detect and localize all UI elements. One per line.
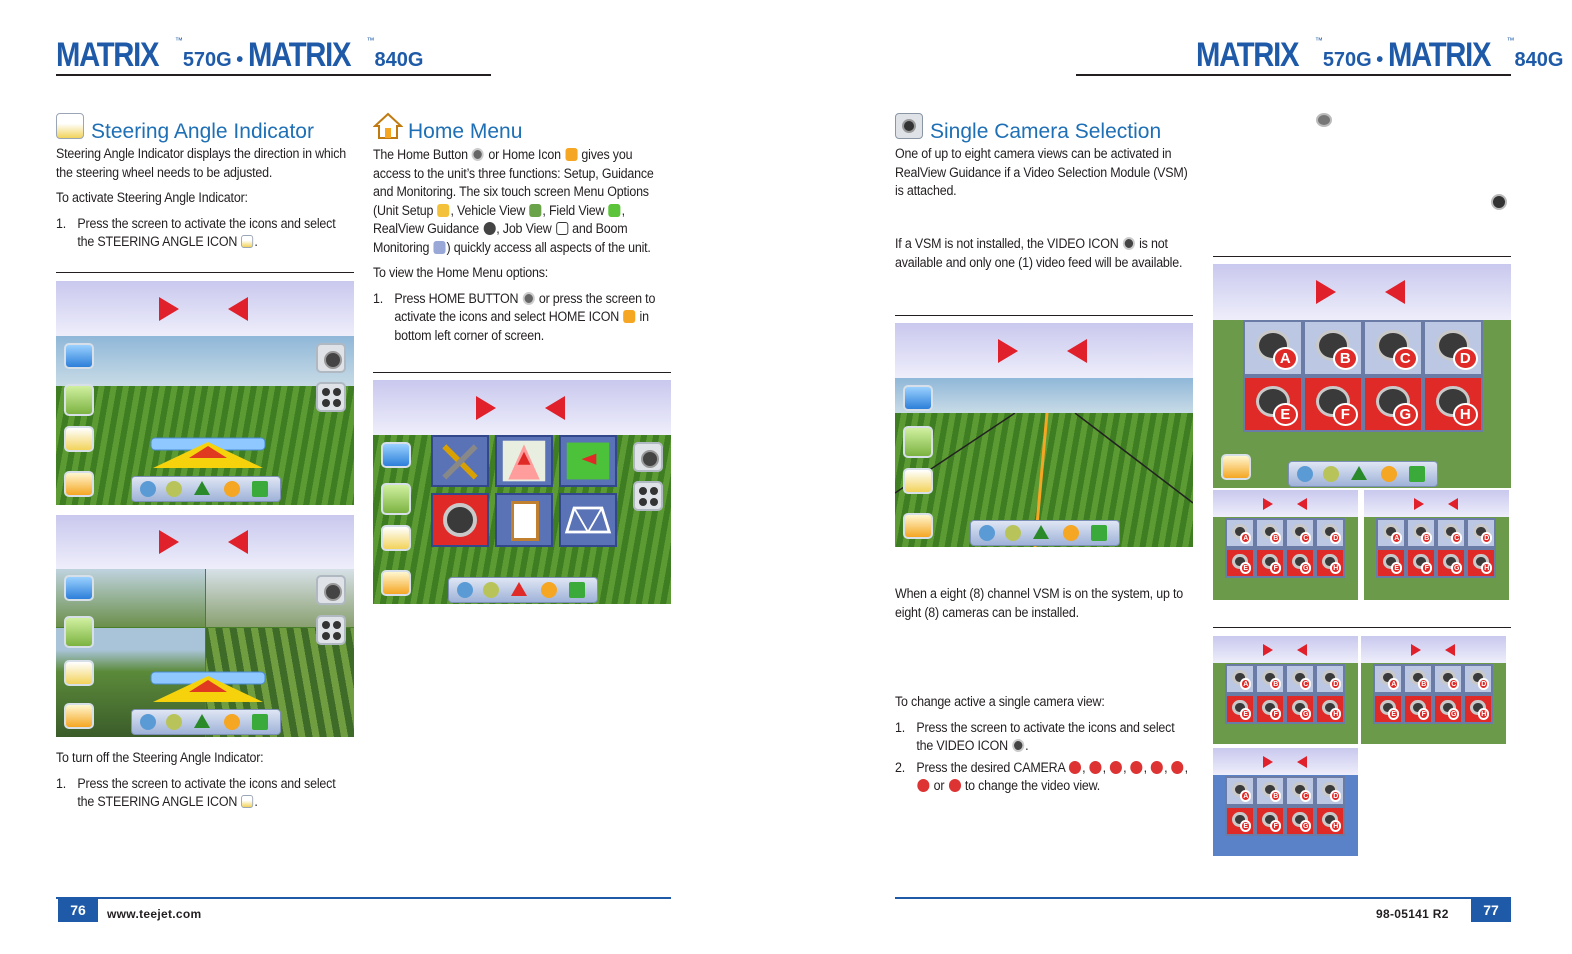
camera-d-tile[interactable] bbox=[1315, 776, 1345, 806]
guidance-icon[interactable] bbox=[64, 384, 94, 416]
step-text: Press the screen to activate the icons and select the VIDEO ICON bbox=[916, 719, 1175, 753]
screen-title-bar bbox=[373, 380, 671, 435]
quad-view-icon[interactable] bbox=[316, 382, 346, 412]
camera-letter: C bbox=[1393, 347, 1418, 370]
brand-header-right bbox=[1196, 36, 1563, 72]
guidance-icon[interactable] bbox=[903, 426, 933, 458]
camera-h-tile[interactable] bbox=[1315, 694, 1345, 724]
arrow-left-icon bbox=[1445, 644, 1455, 656]
camera-g-tile[interactable] bbox=[1436, 548, 1466, 578]
home-menu-title: Home Menu bbox=[408, 120, 523, 143]
camera-letter: A bbox=[1240, 790, 1251, 801]
camera-letter: C bbox=[1300, 678, 1311, 689]
vehicle-view-icon bbox=[529, 204, 541, 217]
footer-rule bbox=[56, 897, 671, 899]
job-view-tile[interactable] bbox=[495, 493, 553, 547]
trademark: ™ bbox=[1314, 36, 1323, 45]
camera-letter: G bbox=[1300, 820, 1311, 831]
text-run: or Home Icon bbox=[488, 147, 561, 162]
vehicle-view-tile[interactable] bbox=[495, 435, 553, 487]
camera-letter: E bbox=[1391, 562, 1402, 573]
realview-guidance-icon bbox=[483, 222, 495, 235]
home-view-lead: To view the Home Menu options: bbox=[373, 265, 549, 280]
camera-b-tile[interactable] bbox=[1255, 664, 1285, 694]
steering-angle-body bbox=[56, 145, 354, 252]
camera-intro-body bbox=[895, 145, 1193, 201]
camera-e-tile[interactable] bbox=[1225, 806, 1255, 836]
screen-title-bar bbox=[1364, 490, 1509, 517]
camera-h-tile[interactable] bbox=[1466, 548, 1496, 578]
steering-angle-title: Steering Angle Indicator bbox=[91, 120, 314, 143]
brand-separator: • bbox=[236, 49, 244, 71]
trademark: ™ bbox=[366, 36, 375, 45]
camera-letter: F bbox=[1421, 562, 1432, 573]
page-number: 77 bbox=[1471, 898, 1511, 922]
steering-intro: Steering Angle Indicator displays the direction in which the steering wheel needs to be adjusted. bbox=[56, 146, 347, 180]
camera-g-tile[interactable] bbox=[1433, 694, 1463, 724]
camera-letter: E bbox=[1240, 708, 1251, 719]
home-button-icon bbox=[472, 148, 484, 161]
camera-letter: C bbox=[1300, 790, 1311, 801]
camera-letter: C bbox=[1300, 532, 1311, 543]
arrow-right-icon bbox=[159, 297, 179, 321]
home-icon[interactable] bbox=[381, 570, 411, 596]
camera-f-icon bbox=[1172, 761, 1184, 774]
bottom-toolbar[interactable] bbox=[131, 709, 281, 735]
steering-angle-bar bbox=[149, 670, 267, 704]
camera-h-tile[interactable] bbox=[1423, 376, 1483, 432]
realview-guidance-tile[interactable] bbox=[431, 493, 489, 547]
camera-letter: D bbox=[1478, 678, 1489, 689]
camera-letter: G bbox=[1300, 562, 1311, 573]
camera-letter: E bbox=[1240, 562, 1251, 573]
camera-letter: G bbox=[1300, 708, 1311, 719]
screen-title-bar bbox=[56, 281, 354, 336]
trademark: ™ bbox=[1506, 36, 1515, 45]
camera-letter: C bbox=[1448, 678, 1459, 689]
camera-grid-screen bbox=[1213, 264, 1511, 488]
divider bbox=[56, 272, 354, 273]
camera-h-tile[interactable] bbox=[1315, 548, 1345, 578]
text-run: or bbox=[933, 778, 945, 793]
brand-model: 570G bbox=[182, 49, 232, 71]
text-run: or press the screen to activate the icons and select HOME ICON bbox=[394, 290, 656, 324]
bottom-toolbar[interactable] bbox=[448, 577, 598, 603]
unit-setup-icon bbox=[437, 204, 449, 217]
camera-letter: G bbox=[1393, 403, 1418, 426]
camera-d-tile[interactable] bbox=[1463, 664, 1493, 694]
arrow-right-icon bbox=[476, 396, 496, 420]
camera-a-icon bbox=[1069, 761, 1081, 774]
camera-letter: G bbox=[1451, 562, 1462, 573]
arrow-left-icon bbox=[1067, 339, 1087, 363]
camera-letter: E bbox=[1388, 708, 1399, 719]
video-icon bbox=[1012, 739, 1024, 752]
arrow-left-icon bbox=[228, 297, 248, 321]
steering-activate-lead: To activate Steering Angle Indicator: bbox=[56, 190, 248, 205]
steering-angle-bar bbox=[149, 436, 267, 470]
camera-screen-small-3 bbox=[1213, 636, 1358, 744]
camera-change-body bbox=[895, 693, 1193, 796]
camera-letter: H bbox=[1481, 562, 1492, 573]
step-number: 2. bbox=[895, 759, 906, 775]
camera-letter: H bbox=[1453, 403, 1478, 426]
camera-d-icon bbox=[1131, 761, 1143, 774]
camera-a-tile[interactable] bbox=[1373, 664, 1403, 694]
header-rule bbox=[56, 74, 491, 76]
camera-f-tile[interactable] bbox=[1255, 694, 1285, 724]
home-icon[interactable] bbox=[64, 471, 94, 497]
home-icon bbox=[373, 112, 403, 140]
screen-title-bar bbox=[56, 515, 354, 569]
camera-screen-small-2 bbox=[1364, 490, 1509, 600]
text-run: ) quickly access all aspects of the unit. bbox=[446, 239, 651, 255]
step-number: 1. bbox=[373, 290, 384, 306]
bottom-toolbar[interactable] bbox=[1288, 461, 1438, 487]
camera-letter: A bbox=[1240, 678, 1251, 689]
blue-menu-icon[interactable] bbox=[903, 385, 933, 411]
camera-letter: D bbox=[1481, 532, 1492, 543]
camera-step-2: 2. Press the desired CAMERA , , , , , , or to change the video view. bbox=[895, 759, 1188, 793]
camera-letter: B bbox=[1418, 678, 1429, 689]
video-icon[interactable] bbox=[316, 575, 346, 605]
single-camera-title: Single Camera Selection bbox=[930, 120, 1162, 143]
arrow-right-icon bbox=[1263, 498, 1273, 510]
unit-setup-tile[interactable] bbox=[431, 435, 489, 487]
text-run: Press the desired CAMERA bbox=[916, 759, 1065, 775]
camera-novsm-body bbox=[895, 235, 1193, 272]
camera-letter: B bbox=[1270, 678, 1281, 689]
home-icon[interactable] bbox=[903, 513, 933, 539]
camera-step-1: 1. Press the screen to activate the icons and select the VIDEO ICON . bbox=[895, 719, 1175, 753]
camera-a-tile[interactable] bbox=[1225, 664, 1255, 694]
camera-letter: H bbox=[1478, 708, 1489, 719]
camera-letter: A bbox=[1388, 678, 1399, 689]
camera-a-tile[interactable] bbox=[1225, 776, 1255, 806]
camera-h-tile[interactable] bbox=[1315, 806, 1345, 836]
camera-letter: F bbox=[1270, 820, 1281, 831]
text-run: , Field View bbox=[542, 202, 605, 218]
camera-f-tile[interactable] bbox=[1406, 548, 1436, 578]
screen-title-bar bbox=[895, 323, 1193, 378]
brand-name: MATRIX bbox=[56, 36, 159, 74]
camera-screen-small-4 bbox=[1361, 636, 1506, 744]
camera-g-tile[interactable] bbox=[1363, 376, 1423, 432]
camera-c-tile[interactable] bbox=[1363, 320, 1423, 376]
camera-eight-body bbox=[895, 585, 1193, 622]
camera-letter: F bbox=[1333, 403, 1358, 426]
camera-e-tile[interactable] bbox=[1376, 548, 1406, 578]
camera-e-tile[interactable] bbox=[1243, 376, 1303, 432]
bottom-toolbar[interactable] bbox=[131, 476, 281, 502]
steering-angle-icon bbox=[241, 235, 253, 248]
brand-name: MATRIX bbox=[247, 36, 350, 74]
steering-turnoff-lead: To turn off the Steering Angle Indicator: bbox=[56, 750, 264, 765]
arrow-left-icon bbox=[1297, 644, 1307, 656]
divider bbox=[895, 315, 1193, 316]
camera-f-tile[interactable] bbox=[1303, 376, 1363, 432]
divider bbox=[1213, 256, 1511, 257]
guidance-icon[interactable] bbox=[64, 616, 94, 648]
steering-turnoff-step: 1. Press the screen to activate the icons and select the STEERING ANGLE ICON . bbox=[56, 775, 336, 809]
camera-letter: B bbox=[1333, 347, 1358, 370]
brand-header-left bbox=[56, 36, 423, 72]
brand-model: 570G bbox=[1322, 49, 1372, 71]
brand-name: MATRIX bbox=[1196, 36, 1299, 74]
footer-url[interactable]: www.teejet.com bbox=[107, 907, 202, 921]
camera-letter: A bbox=[1240, 532, 1251, 543]
screen-title-bar bbox=[1213, 748, 1358, 775]
arrow-left-icon bbox=[228, 530, 248, 554]
step-text: Press the screen to activate the icons and select the STEERING ANGLE ICON bbox=[77, 775, 336, 809]
home-menu-body bbox=[373, 146, 671, 345]
camera-f-tile[interactable] bbox=[1255, 548, 1285, 578]
camera-letter: F bbox=[1270, 562, 1281, 573]
camera-letter: E bbox=[1273, 403, 1298, 426]
camera-change-lead: To change active a single camera view: bbox=[895, 694, 1105, 709]
text-run: Press HOME BUTTON bbox=[394, 290, 519, 306]
camera-c-tile[interactable] bbox=[1285, 664, 1315, 694]
guidance-icon[interactable] bbox=[381, 483, 411, 515]
camera-f-tile[interactable] bbox=[1255, 806, 1285, 836]
home-icon bbox=[565, 148, 577, 161]
camera-b-tile[interactable] bbox=[1403, 664, 1433, 694]
blue-menu-icon[interactable] bbox=[64, 575, 94, 601]
step-number: 1. bbox=[895, 719, 906, 735]
camera-f-tile[interactable] bbox=[1403, 694, 1433, 724]
camera-letter: C bbox=[1451, 532, 1462, 543]
arrow-left-icon bbox=[1297, 756, 1307, 768]
arrow-right-icon bbox=[998, 339, 1018, 363]
steering-turnoff-body bbox=[56, 749, 354, 812]
field-view-icon bbox=[609, 204, 621, 217]
camera-b-tile[interactable] bbox=[1255, 776, 1285, 806]
video-icon[interactable] bbox=[633, 442, 663, 472]
text-run: in bottom left corner of screen. bbox=[394, 309, 649, 343]
home-intro bbox=[373, 146, 671, 257]
camera-letter: H bbox=[1330, 708, 1341, 719]
text-run: gives you access to the unit’s three functions: Setup, Guidance and Monitoring. The six touch screen Menu Options (Unit Setup bbox=[373, 147, 654, 218]
camera-g-tile[interactable] bbox=[1285, 694, 1315, 724]
steering-screen-2 bbox=[56, 515, 354, 737]
video-icon bbox=[1123, 237, 1135, 250]
camera-e-icon bbox=[1151, 761, 1163, 774]
camera-letter: E bbox=[1240, 820, 1251, 831]
camera-letter: G bbox=[1448, 708, 1459, 719]
video-icon bbox=[895, 113, 923, 139]
camera-e-tile[interactable] bbox=[1225, 694, 1255, 724]
header-rule bbox=[1076, 74, 1511, 76]
camera-intro: One of up to eight camera views can be activated in RealView Guidance if a Video Selection Module (VSM) is attached. bbox=[895, 146, 1188, 198]
steering-angle-icon[interactable] bbox=[64, 660, 94, 686]
home-icon[interactable] bbox=[1221, 454, 1251, 480]
home-icon[interactable] bbox=[64, 703, 94, 729]
text-run: is not available and only one (1) video feed will be available. bbox=[895, 236, 1183, 270]
camera-d-tile[interactable] bbox=[1466, 518, 1496, 548]
arrow-right-icon bbox=[1411, 644, 1421, 656]
footer-rule bbox=[895, 897, 1511, 899]
page-number: 76 bbox=[58, 898, 98, 922]
text-run: If a VSM is not installed, the VIDEO ICON bbox=[895, 236, 1119, 251]
text-run: , Job View bbox=[496, 221, 552, 236]
camera-b-icon bbox=[1090, 761, 1102, 774]
home-menu-screen bbox=[373, 380, 671, 604]
arrow-right-icon bbox=[1414, 498, 1424, 510]
camera-d-tile[interactable] bbox=[1423, 320, 1483, 376]
camera-a-tile[interactable] bbox=[1225, 518, 1255, 548]
arrow-left-icon bbox=[1448, 498, 1458, 510]
camera-letter: A bbox=[1391, 532, 1402, 543]
camera-screen-small-1 bbox=[1213, 490, 1358, 600]
divider bbox=[373, 372, 671, 373]
camera-letter: B bbox=[1270, 790, 1281, 801]
text-run: and Boom Monitoring bbox=[373, 221, 628, 255]
camera-letter: B bbox=[1270, 532, 1281, 543]
steering-step: 1. Press the screen to activate the icons and select the STEERING ANGLE ICON . bbox=[56, 215, 336, 249]
boom-monitoring-tile[interactable] bbox=[559, 493, 617, 547]
screen-title-bar bbox=[1213, 264, 1511, 320]
step-number: 1. bbox=[56, 215, 67, 231]
text-run: to change the video view. bbox=[964, 778, 1101, 793]
arrow-right-icon bbox=[1263, 644, 1273, 656]
camera-g-tile[interactable] bbox=[1285, 806, 1315, 836]
sky bbox=[895, 378, 1193, 413]
camera-screen-small-5 bbox=[1213, 748, 1358, 856]
camera-letter: F bbox=[1270, 708, 1281, 719]
camera-h-tile[interactable] bbox=[1463, 694, 1493, 724]
camera-b-tile[interactable] bbox=[1255, 518, 1285, 548]
video-icon[interactable] bbox=[316, 343, 346, 373]
steering-angle-icon[interactable] bbox=[903, 468, 933, 494]
screen-title-bar bbox=[1361, 636, 1506, 663]
bottom-toolbar[interactable] bbox=[970, 520, 1120, 546]
camera-e-tile[interactable] bbox=[1225, 548, 1255, 578]
steering-angle-icon bbox=[56, 113, 84, 139]
camera-g-icon bbox=[917, 779, 929, 792]
home-button-icon bbox=[523, 292, 535, 305]
camera-g-tile[interactable] bbox=[1285, 548, 1315, 578]
arrow-left-icon bbox=[545, 396, 565, 420]
camera-c-icon bbox=[1110, 761, 1122, 774]
camera-letter: H bbox=[1330, 562, 1341, 573]
field-view-tile[interactable] bbox=[559, 435, 617, 487]
camera-c-tile[interactable] bbox=[1285, 518, 1315, 548]
step-number: 1. bbox=[56, 775, 67, 791]
steering-angle-icon[interactable] bbox=[64, 426, 94, 452]
screen-title-bar bbox=[1213, 490, 1358, 517]
quad-view-icon[interactable] bbox=[316, 615, 346, 645]
camera-c-tile[interactable] bbox=[1285, 776, 1315, 806]
home-step bbox=[373, 290, 671, 346]
divider bbox=[1213, 627, 1511, 628]
blue-menu-icon[interactable] bbox=[381, 442, 411, 468]
trademark: ™ bbox=[174, 36, 183, 45]
arrow-left-icon bbox=[1385, 280, 1405, 304]
brand-model: 840G bbox=[374, 49, 424, 71]
camera-eight: When a eight (8) channel VSM is on the system, up to eight (8) cameras can be installed. bbox=[895, 586, 1183, 620]
camera-h-icon bbox=[949, 779, 961, 792]
sky bbox=[56, 336, 354, 386]
camera-novsm bbox=[895, 235, 1193, 272]
arrow-right-icon bbox=[159, 530, 179, 554]
home-icon bbox=[623, 310, 635, 323]
camera-letter: A bbox=[1273, 347, 1298, 370]
camera-letter: F bbox=[1418, 708, 1429, 719]
footer-doc-number: 98-05141 R2 bbox=[1376, 907, 1449, 921]
brand-name: MATRIX bbox=[1387, 36, 1490, 74]
camera-a-tile[interactable] bbox=[1376, 518, 1406, 548]
video-icon bbox=[1491, 194, 1507, 210]
camera-letter: D bbox=[1453, 347, 1478, 370]
blue-menu-icon[interactable] bbox=[64, 343, 94, 369]
camera-c-tile[interactable] bbox=[1433, 664, 1463, 694]
camera-c-tile[interactable] bbox=[1436, 518, 1466, 548]
camera-letter: B bbox=[1421, 532, 1432, 543]
arrow-left-icon bbox=[1297, 498, 1307, 510]
camera-d-tile[interactable] bbox=[1315, 518, 1345, 548]
quad-view-icon[interactable] bbox=[633, 481, 663, 511]
camera-letter: D bbox=[1330, 790, 1341, 801]
realview-screen bbox=[895, 323, 1193, 547]
brand-separator: • bbox=[1376, 49, 1384, 71]
boom-monitoring-icon bbox=[434, 241, 446, 254]
text-run: , Vehicle View bbox=[450, 202, 526, 218]
step-text: Press the screen to activate the icons and select the STEERING ANGLE ICON bbox=[77, 215, 336, 249]
camera-letter: D bbox=[1330, 532, 1341, 543]
job-view-icon bbox=[556, 222, 568, 235]
camera-a-icon bbox=[1316, 113, 1332, 127]
text-run: , RealView Guidance bbox=[373, 202, 625, 236]
steering-screen-1 bbox=[56, 281, 354, 505]
camera-d-tile[interactable] bbox=[1315, 664, 1345, 694]
camera-a-tile[interactable] bbox=[1243, 320, 1303, 376]
screen-title-bar bbox=[1213, 636, 1358, 663]
camera-e-tile[interactable] bbox=[1373, 694, 1403, 724]
camera-letter: D bbox=[1330, 678, 1341, 689]
brand-model: 840G bbox=[1514, 49, 1564, 71]
camera-letter: H bbox=[1330, 820, 1341, 831]
camera-b-tile[interactable] bbox=[1303, 320, 1363, 376]
steering-angle-icon[interactable] bbox=[381, 525, 411, 551]
steering-angle-icon bbox=[241, 795, 253, 808]
camera-b-tile[interactable] bbox=[1406, 518, 1436, 548]
arrow-right-icon bbox=[1316, 280, 1336, 304]
text-run: The Home Button bbox=[373, 147, 468, 162]
arrow-right-icon bbox=[1263, 756, 1273, 768]
